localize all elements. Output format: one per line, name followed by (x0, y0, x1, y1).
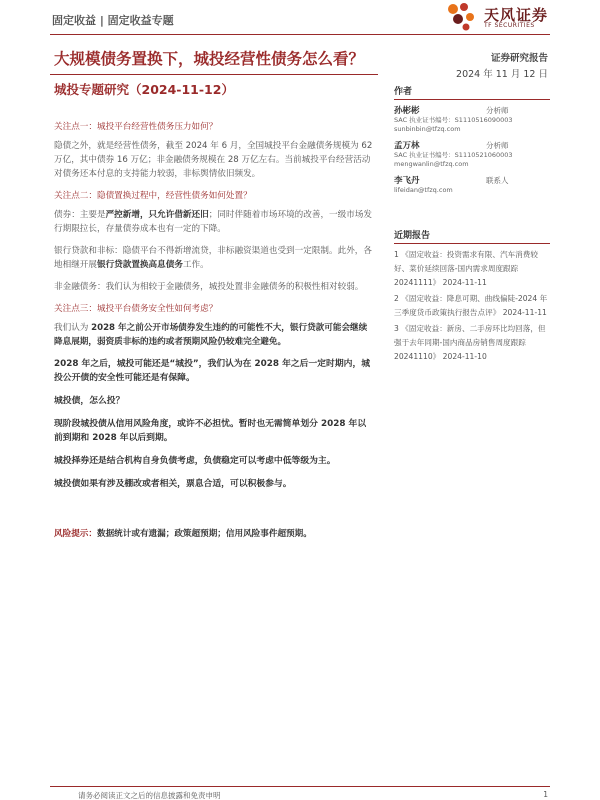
risk-text: 数据统计或有遗漏；政策超预期；信用风险事件超预期。 (96, 529, 312, 539)
text-span: 债券：主要是 (54, 210, 106, 220)
authors-heading: 作者 (394, 84, 550, 100)
author-card (394, 139, 550, 169)
paragraph-bold: 城投债如果有涉及棚改或者相关，票息合适，可以积极参与。 (54, 479, 292, 489)
related-heading: 近期报告 (394, 228, 550, 244)
text-span: 非金融债务：我们认为相较于金融债务，城投处置非金融债务的积极性相对较弱。 (54, 282, 364, 292)
text-span: 工作。 (182, 260, 209, 270)
paragraph (54, 280, 374, 294)
bold-span: 2028 年之前公开市场债券发生违约的可能性不大，银行贷款可能会继续降息展期，弱资质非标的违约或者预期风险仍较难完全避免。 (54, 323, 368, 347)
paragraph-bold: 2028 年之后，城投可能还是“城投”，我们认为在 2028 年之后一定时期内，城投公开债的安全性可能还是有保障。 (54, 359, 371, 383)
bold-span: 银行贷款置换高息债务 (96, 260, 183, 270)
section-heading: 关注点二：隐债置换过程中，经营性债务如何处置？ (54, 191, 252, 201)
footer-disclaimer: 请务必阅读正文之后的信息披露和免责申明 (78, 791, 221, 800)
author-email[interactable]: lifeidan@tfzq.com (394, 186, 453, 194)
author-license: SAC 执业证书编号：S1110521060003 (394, 151, 513, 159)
author-email[interactable]: sunbinbin@tfzq.com (394, 125, 461, 133)
author-role: 分析师 (486, 106, 509, 115)
paragraph-bold: 现阶段城投债从信用风险角度，或许不必担忧。暂时也无需简单划分 2028 年以前到期和 2028 年以后到期。 (54, 419, 367, 443)
text-span: ；同时伴随着市场环境的改善，一级市场发行期限拉长，存量债券成本也有一定的下降。 (54, 210, 373, 234)
risk-warning (54, 527, 374, 541)
author-name: 孟万林 (394, 141, 420, 151)
title-divider (50, 74, 378, 75)
related-report-link[interactable]: 1 《固定收益：投资需求有限、汽车消费较好、菜价延续回落-国内需求周度跟踪 20241111》 2024-11-11 (394, 250, 538, 287)
author-role: 分析师 (486, 141, 509, 150)
text-span: 银行贷款和非标：隐债平台不得新增流贷，非标融资渠道也受到一定限制。此外，各地相继开展 (54, 246, 372, 270)
paragraph-bold: 城投择券还是结合机构自身负债考虑，负债稳定可以考虑中低等级为主。 (54, 456, 336, 466)
text-span: 我们认为 (54, 323, 92, 333)
paragraph (54, 321, 374, 349)
report-title: 大规模债务置换下，城投经营性债务怎么看？ (54, 50, 365, 68)
footer-divider (50, 786, 550, 787)
author-card (394, 174, 550, 195)
author-role: 联系人 (486, 176, 509, 185)
section-heading: 关注点一：城投平台经营性债务压力如何？ (54, 122, 218, 132)
page-number: 1 (543, 790, 548, 799)
section-heading: 关注点三：城投平台债务安全性如何考虑？ (54, 304, 218, 314)
author-email[interactable]: mengwanlin@tfzq.com (394, 160, 469, 168)
report-type: 证券研究报告 (490, 53, 548, 64)
company-logo (444, 2, 554, 32)
logo-mark-icon (444, 2, 480, 32)
author-card (394, 104, 550, 134)
risk-label: 风险提示： (54, 529, 97, 539)
logo-text-cn: 天风证券 (484, 6, 549, 24)
main-content (54, 120, 374, 541)
author-name: 孙彬彬 (394, 106, 420, 116)
paragraph: 隐债之外，就是经营性债务，截至 2024 年 6 月，全国城投平台金融债务规模为 62 万亿，其中债券 16 万亿；非金融债务规模在 28 万亿左右。当前城投平台经营活动对债务还本付息的支持能力较弱，非标舆情依旧频发。 (54, 141, 373, 179)
authors-panel (394, 84, 550, 200)
header-divider (50, 34, 550, 35)
paragraph (54, 208, 374, 236)
report-date: 2024 年 11 月 12 日 (456, 69, 548, 80)
breadcrumb: 固定收益 | 固定收益专题 (52, 14, 174, 27)
paragraph (54, 244, 374, 272)
author-license: SAC 执业证书编号：S1110516090003 (394, 116, 513, 124)
related-reports-panel (394, 228, 550, 366)
logo-text-en: TF SECURITIES (484, 22, 535, 29)
report-subtitle: 城投专题研究（2024-11-12） (54, 82, 234, 97)
related-report-link[interactable]: 2 《固定收益：降息可期、曲线偏陡-2024 年三季度货币政策执行报告点评》 2024-11-11 (394, 294, 548, 317)
bold-span: 严控新增，只允许借新还旧 (105, 210, 209, 220)
paragraph-bold: 城投债，怎么投？ (54, 396, 125, 406)
related-report-link[interactable]: 3 《固定收益：新房、二手房环比均回落，但强于去年同期-国内商品房销售周度跟踪 20241110》 2024-11-10 (394, 324, 546, 361)
author-name: 李飞丹 (394, 176, 420, 186)
